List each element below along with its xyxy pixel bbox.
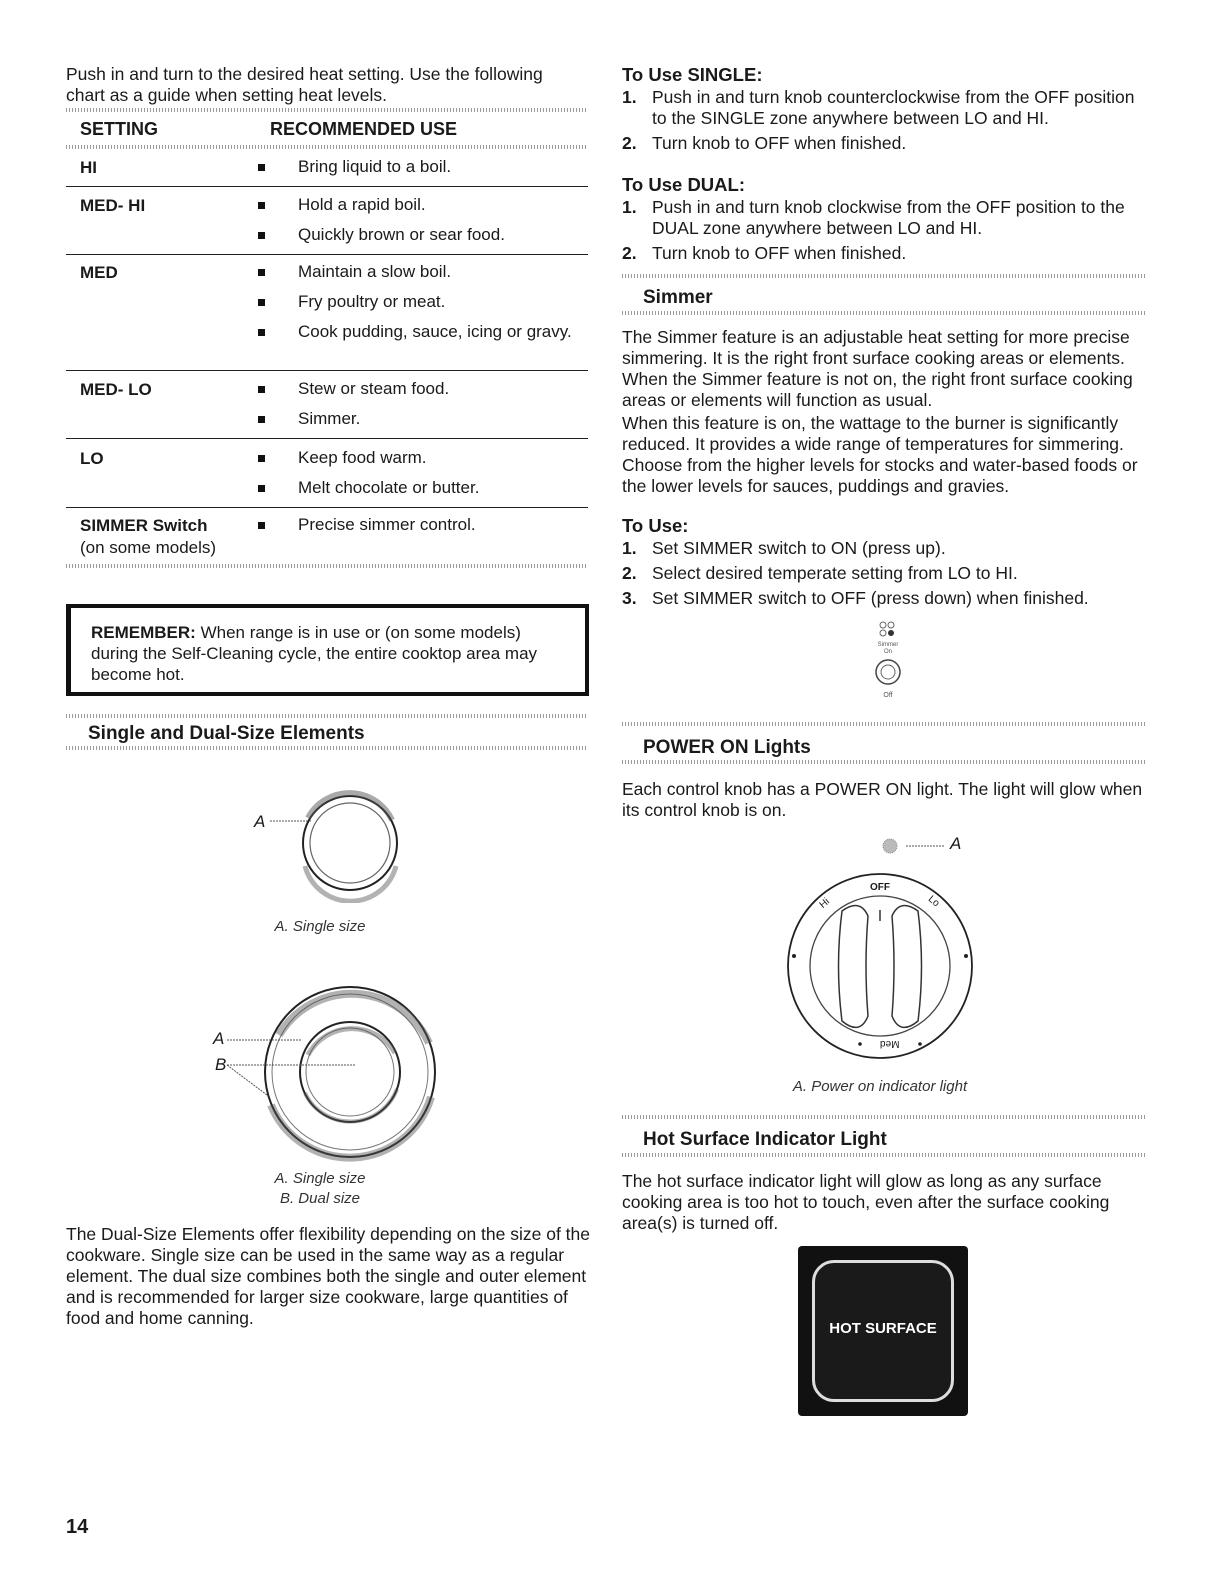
single-element-figure [250,788,410,903]
divider [66,746,588,750]
control-knob-icon [780,866,980,1066]
knob-lo-label: Lo [925,893,942,910]
use-list [256,448,576,508]
list-item: Hold a rapid boil. [256,195,576,215]
figure-caption: B. Dual size [279,1190,361,1207]
row-divider [66,507,588,508]
callout-a: A [254,812,266,831]
table-header-setting: SETTING [80,119,159,139]
row-divider [66,370,588,371]
section-heading-simmer: Simmer [643,287,713,308]
callout-a: A [950,834,962,853]
divider [66,564,588,568]
divider [622,274,1147,278]
divider [66,145,588,149]
table-header-use: RECOMMENDED USE [270,119,458,139]
figure-caption: A. Single size [274,1170,366,1187]
simmer-steps [622,538,1142,613]
power-on-light-icon [878,834,948,858]
divider [622,1115,1147,1119]
divider [622,1153,1147,1157]
list-item: 1. Push in and turn knob clockwise from the OFF position to the DUAL zone anywhere between LO and HI. [622,197,1125,238]
simmer-paragraph-2: When this feature is on, the wattage to the burner is significantly reduced. It provides a wide range of temperatures for simmering. Choose from the higher levels for stocks and water-based foods or the lower levels for sauces, puddings and gravies. [622,413,1138,496]
list-item: Keep food warm. [256,448,576,468]
page-number: 14 [66,1516,89,1538]
intro-text: Push in and turn to the desired heat setting. Use the following chart as a guide when setting heat levels. [66,64,543,105]
setting-label: SIMMER Switch [80,516,208,535]
single-element-icon [250,788,410,903]
use-list [256,515,576,545]
callout-b: B [215,1055,227,1074]
list-item: Bring liquid to a boil. [256,157,576,177]
dual-element-icon [205,985,445,1165]
use-list [256,379,576,439]
setting-label: LO [80,449,104,468]
knob-off-label: OFF [870,882,890,893]
power-on-paragraph: Each control knob has a POWER ON light. The light will glow when its control knob is on. [622,779,1143,820]
simmer-paragraph-1: The Simmer feature is an adjustable heat setting for more precise simmering. It is the right front surface cooking areas or elements. When the Simmer feature is not on, the right front surface cooking areas or elements will function as usual. [622,327,1133,410]
heading-use-dual: To Use DUAL: [622,174,745,195]
control-knob-figure [780,866,980,1066]
remember-body: When range is in use or (on some models) during the Self-Cleaning cycle, the entire cooktop area may become hot. [91,623,538,684]
remember-box [66,604,589,696]
heading-use-single: To Use SINGLE: [622,64,763,85]
knob-hi-label: Hi [817,896,832,911]
setting-label: MED [80,263,118,282]
hot-surface-label: HOT SURFACE [829,1320,937,1337]
setting-note: (on some models) [80,538,217,557]
row-divider [66,254,588,255]
setting-label: MED- LO [80,380,152,399]
list-item: Precise simmer control. [256,515,576,535]
list-item: 2. Turn knob to OFF when finished. [622,243,907,263]
knob-med-label: Med [880,1038,900,1049]
section-heading-single-dual: Single and Dual-Size Elements [88,723,365,744]
section-heading-hot-surface: Hot Surface Indicator Light [643,1129,887,1150]
remember-text [91,622,571,685]
list-item: 2. Select desired temperate setting from LO to HI. [622,563,1018,583]
switch-on-label: On [883,649,892,655]
use-dual-steps [622,197,1142,268]
setting-label: HI [80,158,97,177]
hot-surface-paragraph: The hot surface indicator light will glow as long as any surface cooking area is too hot to touch, even after the surface cooking area(s) is turned off. [622,1171,1110,1233]
dual-element-figure [205,985,445,1165]
list-item: Maintain a slow boil. [256,262,576,282]
list-item: Quickly brown or sear food. [256,225,576,245]
callout-a: A [213,1029,225,1048]
switch-label: Simmer [877,642,899,648]
list-item: Melt chocolate or butter. [256,478,576,498]
use-single-steps [622,87,1142,158]
list-item: 2. Turn knob to OFF when finished. [622,133,907,153]
divider [66,108,588,112]
use-list [256,157,576,187]
figure-caption: A. Single size [274,918,366,935]
list-item: Simmer. [256,409,576,429]
figure-caption: A. Power on indicator light [792,1078,968,1095]
hot-surface-indicator [798,1246,968,1416]
simmer-switch-icon [874,658,902,686]
switch-off-label: Off [883,692,893,699]
simmer-switch-figure [858,620,918,705]
row-divider [66,438,588,439]
use-list [256,195,576,255]
section-heading-power-on: POWER ON Lights [643,737,811,758]
list-item: 3. Set SIMMER switch to OFF (press down) when finished. [622,588,1089,608]
power-light-callout [878,834,968,858]
list-item: 1. Set SIMMER switch to ON (press up). [622,538,946,558]
setting-label: MED- HI [80,196,146,215]
row-divider [66,186,588,187]
divider [622,760,1147,764]
list-item: 1. Push in and turn knob counterclockwise from the OFF position to the SINGLE zone anywhere between LO and HI. [622,87,1135,128]
simmer-switch-dots-icon [858,620,918,642]
list-item: Fry poultry or meat. [256,292,576,312]
use-list [256,262,576,352]
list-item: Stew or steam food. [256,379,576,399]
list-item: Cook pudding, sauce, icing or gravy. [256,322,576,342]
divider [622,311,1147,315]
dual-size-paragraph: The Dual-Size Elements offer flexibility depending on the size of the cookware. Single size can be used in the same way as a regular element. The dual size combines both the single and outer element and is recommended for larger size cookware, large quantities of food and home canning. [66,1224,591,1328]
divider [622,722,1147,726]
remember-label: REMEMBER: [91,623,196,642]
heading-to-use: To Use: [622,515,689,536]
divider [66,714,588,718]
